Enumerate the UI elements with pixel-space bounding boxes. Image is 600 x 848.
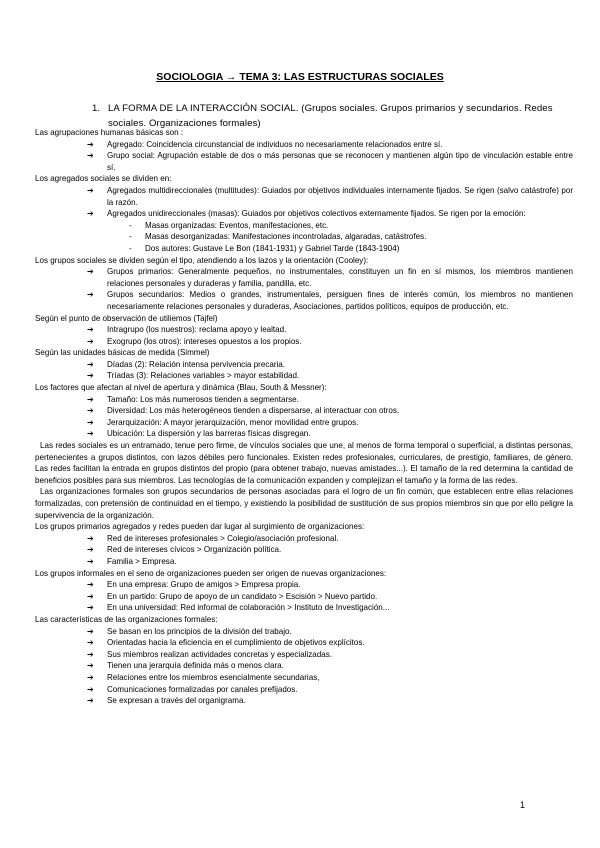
- arrow-bullet-icon: ➔: [87, 325, 94, 335]
- list-item: [35, 626, 573, 638]
- dash-bullet-icon: -: [129, 243, 132, 253]
- arrow-list: [35, 359, 573, 382]
- arrow-bullet-icon: ➔: [87, 626, 94, 636]
- list-item-text: Agregados unidireccionales (masas): Guiados por objetivos colectivos externamente fijados. Se rigen por la emoción:: [107, 209, 526, 219]
- list-item: [35, 243, 573, 255]
- paragraph: Las redes sociales es un entramado, tenue pero firme, de vínculos sociales que une, al menos de forma temporal o superficial, a distintas personas, pertenecientes a grupos distintos, con lazos débiles pero funcionales. Existen redes profesionales, curriculares, de prestigio, familiares, de género. Las redes facilitan la entrada en grupos distintos del propio (para obtener trabajo, nuevas amistades...). El tamaño de la red determina la cantidad de beneficios posibles para sus miembros. Las tecnologías de la comunicación expanden y complejizan el tamaño y la forma de las redes.: [35, 441, 573, 485]
- arrow-bullet-icon: ➔: [87, 649, 94, 659]
- list-item: [35, 428, 573, 440]
- list-item: [35, 394, 573, 406]
- list-item: [35, 139, 573, 151]
- list-item: [35, 579, 573, 591]
- list-item-text: Díadas (2): Relación intensa pervivencia precaria.: [107, 359, 286, 369]
- list-item: [35, 231, 573, 243]
- list-item: [35, 150, 573, 173]
- list-item-text: En una universidad: Red informal de colaboración > Instituto de Investigación...: [107, 603, 390, 613]
- arrow-bullet-icon: ➔: [87, 417, 94, 427]
- arrow-bullet-icon: ➔: [87, 371, 94, 381]
- arrow-bullet-icon: ➔: [87, 545, 94, 555]
- list-item-text: Exogrupo (los otros): intereses opuestos a los propios.: [107, 336, 302, 346]
- list-item: [35, 289, 573, 312]
- section-intro: Los grupos primarios agregados y redes pueden dar lugar al surgimiento de organizaciones:: [35, 522, 365, 532]
- section-number: 1.: [92, 103, 101, 114]
- list-item-text: Red de intereses profesionales > Colegio/asociación profesional.: [107, 533, 339, 543]
- list-item-text: Masas desorganizadas: Manifestaciones incontroladas, algaradas, catástrofes.: [145, 232, 427, 242]
- section-intro: Según el punto de observación de utiliemos (Tajfel): [35, 313, 218, 323]
- list-item: [35, 324, 573, 336]
- list-item: [35, 649, 573, 661]
- list-item: [35, 660, 573, 672]
- arrow-bullet-icon: ➔: [87, 359, 94, 369]
- arrow-bullet-icon: ➔: [87, 672, 94, 682]
- dash-bullet-icon: -: [129, 220, 132, 230]
- list-item: [35, 336, 573, 348]
- list-item-text: Ubicación: La dispersión y las barreras físicas disgregan.: [107, 429, 311, 439]
- list-item-text: Intragrupo (los nuestros): reclama apoyo y lealtad.: [107, 325, 287, 335]
- arrow-bullet-icon: ➔: [87, 696, 94, 706]
- list-item-text: Relaciones entre los miembros esencialmente secundarias,: [107, 672, 320, 682]
- section-intro: Los agregados sociales se dividen en:: [35, 174, 172, 184]
- list-item: [35, 591, 573, 603]
- arrow-bullet-icon: ➔: [87, 429, 94, 439]
- section-intro: Los factores que afectan al nivel de apertura y dinámica (Blau, South & Messner):: [35, 383, 327, 393]
- arrow-bullet-icon: ➔: [87, 139, 94, 149]
- list-item: [35, 544, 573, 556]
- section-intro: Los grupos sociales se dividen según el tipo, atendiendo a los lazos y la orientación (Cooley):: [35, 255, 369, 265]
- arrow-list: [35, 185, 573, 220]
- list-item: [35, 533, 573, 545]
- arrow-list: [35, 394, 573, 440]
- list-item-text: Familia > Empresa.: [107, 556, 177, 566]
- document-body: [35, 127, 573, 707]
- section-intro: Las características de las organizaciones formales:: [35, 614, 218, 624]
- arrow-list: [35, 266, 573, 312]
- page-number: 1: [520, 800, 526, 810]
- list-item: [35, 417, 573, 429]
- list-item-text: En una empresa: Grupo de amigos > Empresa propia.: [107, 580, 301, 590]
- list-item: [35, 684, 573, 696]
- list-item-text: Grupos primarios: Generalmente pequeños, no instrumentales, constituyen un fin en sí mismos, los miembros mantienen relaciones personales y duraderas y familia, pandilla, etc.: [107, 267, 573, 288]
- list-item-text: Tienen una jerarquía definida más o menos clara.: [107, 661, 284, 671]
- list-item-text: Masas organizadas: Eventos, manifestaciones, etc.: [145, 220, 329, 230]
- list-item: [35, 220, 573, 232]
- list-item: [35, 602, 573, 614]
- arrow-bullet-icon: ➔: [87, 661, 94, 671]
- arrow-bullet-icon: ➔: [87, 394, 94, 404]
- dash-bullet-icon: -: [129, 232, 132, 242]
- arrow-list: [35, 579, 573, 614]
- arrow-list: [35, 626, 573, 707]
- list-item: [35, 359, 573, 371]
- list-item-text: Grupos secundarios: Medios o grandes, instrumentales, persiguen fines de interés común, los miembros no mantienen necesariamente relaciones personales y duraderas, Asociaciones, partidos políticos, equipos de producción, etc.: [107, 290, 573, 311]
- list-item-text: Comunicaciones formalizadas por canales prefijados.: [107, 684, 298, 694]
- document-title: SOCIOLOGIA → TEMA 3: LAS ESTRUCTURAS SOCIALES: [156, 71, 444, 83]
- arrow-list: [35, 533, 573, 568]
- list-item: [35, 405, 573, 417]
- arrow-bullet-icon: ➔: [87, 151, 94, 161]
- list-item-text: Grupo social: Agrupación estable de dos o más personas que se reconocen y mantienen algún tipo de vinculación estable entre sí.: [107, 151, 573, 172]
- arrow-bullet-icon: ➔: [87, 267, 94, 277]
- list-item: [35, 208, 573, 220]
- list-item-text: En un partido: Grupo de apoyo de un candidato > Escisión > Nuevo partido.: [107, 591, 378, 601]
- section-intro: Los grupos informales en el seno de organizaciones pueden ser origen de nuevas organizaciones:: [35, 568, 387, 578]
- list-item-text: Se basan en los principios de la división del trabajo.: [107, 626, 292, 636]
- section-heading-text: LA FORMA DE LA INTERACCIÓN SOCIAL. (Grupos sociales. Grupos primarios y secundarios. Redes sociales. Organizaciones formales): [108, 103, 553, 129]
- list-item-text: Orientadas hacia la eficiencia en el cumplimiento de objetivos explícitos.: [107, 638, 365, 648]
- list-item-text: Tamaño: Los más numerosos tienden a segmentarse.: [107, 394, 299, 404]
- arrow-list: [35, 139, 573, 174]
- section-intro: Las agrupaciones humanas básicas son :: [35, 128, 184, 137]
- arrow-list: [35, 324, 573, 347]
- arrow-bullet-icon: ➔: [87, 533, 94, 543]
- arrow-bullet-icon: ➔: [87, 209, 94, 219]
- arrow-bullet-icon: ➔: [87, 406, 94, 416]
- list-item-text: Agregado: Coincidencia circunstancial de individuos no necesariamente relacionados entre sí.: [107, 139, 443, 149]
- list-item-text: Sus miembros realizan actividades concretas y especializadas.: [107, 649, 332, 659]
- arrow-bullet-icon: ➔: [87, 556, 94, 566]
- list-item-text: Agregados multidireccionales (multitudes): Guiados por objetivos individuales internamente fijados. Se rigen (salvo catástrofe) por la razón.: [107, 185, 573, 207]
- section-intro: Según las unidades básicas de medida (Simmel): [35, 348, 210, 358]
- arrow-bullet-icon: ➔: [87, 638, 94, 648]
- list-item: [35, 672, 573, 684]
- list-item: [35, 637, 573, 649]
- list-item: [35, 556, 573, 568]
- arrow-bullet-icon: ➔: [87, 684, 94, 694]
- arrow-bullet-icon: ➔: [87, 185, 94, 195]
- list-item-text: Se expresan a través del organigrama.: [107, 696, 246, 706]
- list-item-text: Tríadas (3): Relaciones variables > mayor estabilidad.: [107, 371, 300, 381]
- list-item: [35, 266, 573, 289]
- arrow-bullet-icon: ➔: [87, 580, 94, 590]
- dash-list: [35, 220, 573, 255]
- arrow-bullet-icon: ➔: [87, 336, 94, 346]
- list-item-text: Red de intereses cívicos > Organización política.: [107, 545, 282, 555]
- list-item: [35, 185, 573, 208]
- list-item-text: Dos autores: Gustave Le Bon (1841-1931) y Gabriel Tarde (1843-1904): [145, 243, 400, 253]
- list-item: [35, 695, 573, 707]
- arrow-bullet-icon: ➔: [87, 290, 94, 300]
- list-item: [35, 370, 573, 382]
- arrow-bullet-icon: ➔: [87, 591, 94, 601]
- list-item-text: Jerarquización: A mayor jerarquización, menor movilidad entre grupos.: [107, 417, 359, 427]
- paragraph: Las organizaciones formales son grupos secundarios de personas asociadas para el logro de un fin común, que establecen entre ellas relaciones formalizadas, con pretensión de continuidad en el tiempo, y existiendo la posibilidad de sustitución de sus propios miembros sin que por ello peligre la supervivencia de la organización.: [35, 487, 573, 520]
- arrow-bullet-icon: ➔: [87, 603, 94, 613]
- list-item-text: Diversidad: Los más heterogéneos tienden a dispersarse, al interactuar con otros.: [107, 406, 400, 416]
